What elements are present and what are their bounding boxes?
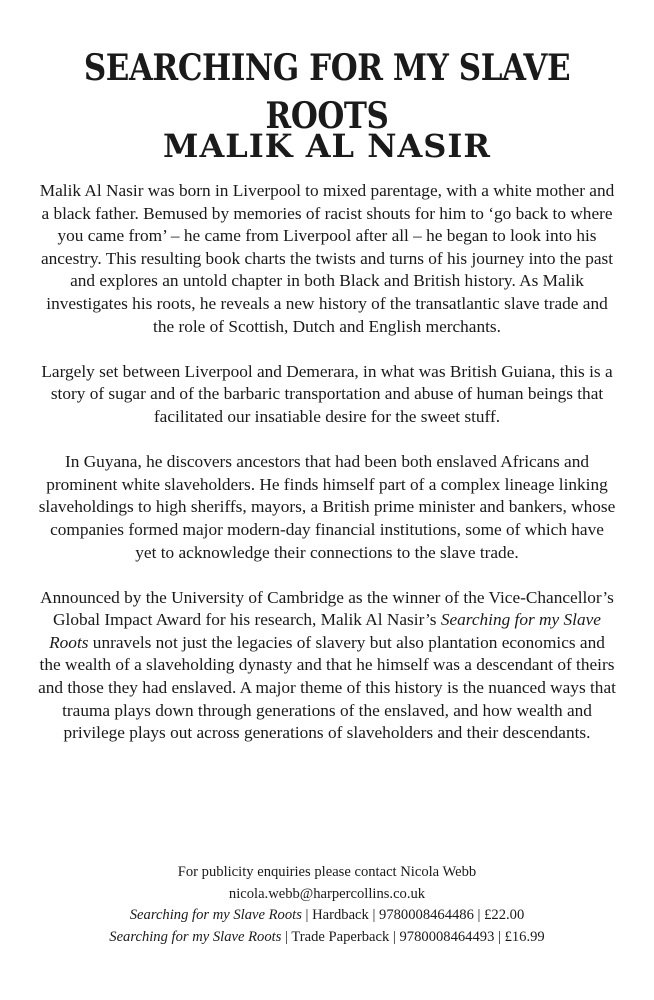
contact-email[interactable]: nicola.webb@harpercollins.co.uk [228, 885, 426, 902]
award-lead-text: Announced by the University of Cambridge as the winner of the Vice-Chancellor’s Global Impact Award for his research, Malik Al Nasir’s [40, 587, 614, 630]
book-title-inline: Searching for my Slave Roots [49, 610, 601, 652]
publicity-contact [20, 862, 634, 948]
paragraph-birth: Malik Al Nasir was born in Liverpool to mixed parentage, with a white mother and a black father. Bemused by memories of racist shouts for him to ‘go back to where you came from’ – he came from Liverpool after all – he began to look into his ancestry. This resulting book charts the twists and turns of his journey into the past and explores an untold chapter in both Black and British history. As Malik investigates his roots, he reveals a new history of the transatlantic slave trade and the role of Scottish, Dutch and English merchants. [39, 181, 615, 336]
edition-hardback-title: Searching for my Slave Roots [129, 907, 302, 923]
contact-line: For publicity enquiries please contact Nicola Webb [177, 864, 477, 880]
award-rest-text: unravels not just the legacies of slavery but also plantation economics and the wealth of a slaveholding dynasty and that he himself was a descendant of theirs and those they had enslaved. A major theme of this history is the nuanced ways that trauma plays down through generations of the enslaved, and how wealth and privilege plays out across generations of slaveholders and their descendants. [38, 632, 616, 743]
edition-hardback-details: | Hardback | 9780008464486 | £22.00 [301, 907, 525, 923]
book-title: SEARCHING FOR MY SLAVE ROOTS [83, 47, 571, 137]
edition-paperback-title: Searching for my Slave Roots [109, 928, 282, 945]
paragraph-award [38, 587, 616, 745]
author-name: MALIK AL NASIR [163, 127, 491, 165]
edition-paperback [20, 927, 634, 949]
edition-paperback-details: | Trade Paperback | 9780008464493 | £16.99 [281, 928, 545, 945]
book-description [38, 180, 616, 767]
edition-hardback [20, 905, 634, 927]
paragraph-setting: Largely set between Liverpool and Demerara, in what was British Guiana, this is a story of sugar and of the barbaric transportation and abuse of human beings that facilitated our insatiable desire for the sweet stuff. [41, 361, 613, 426]
paragraph-guyana: In Guyana, he discovers ancestors that had been both enslaved Africans and prominent white slaveholders. He finds himself part of a complex lineage linking slaveholdings to high sheriffs, mayors, a British prime minister and bankers, whose companies formed major modern-day financial institutions, some of which have yet to acknowledge their connections to the slave trade. [38, 452, 616, 562]
